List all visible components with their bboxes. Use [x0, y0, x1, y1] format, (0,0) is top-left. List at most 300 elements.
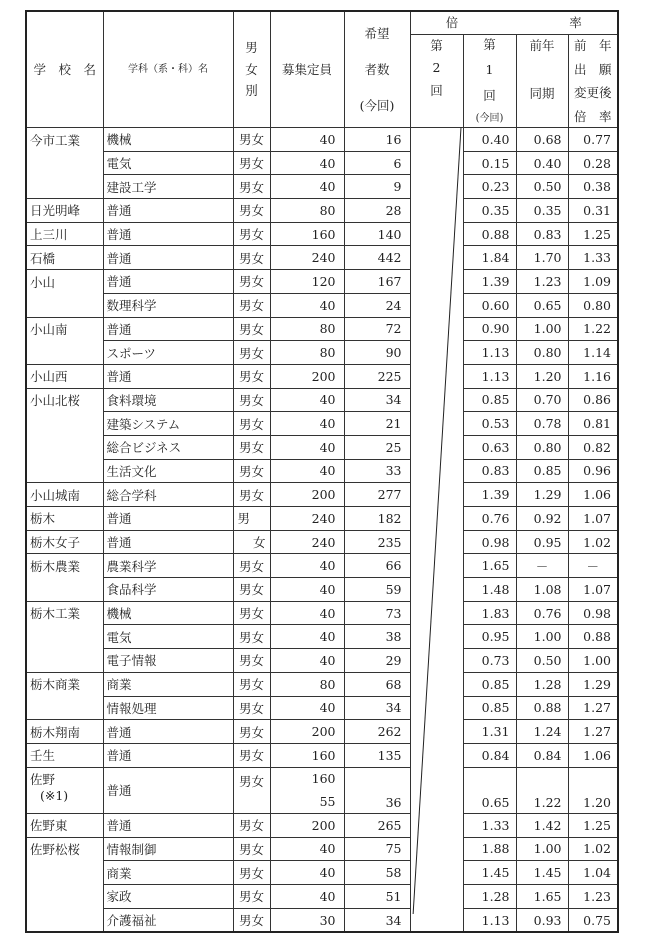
prev-changed-rate-cell: 1.04	[568, 861, 618, 885]
gender-cell: 男女	[233, 743, 270, 767]
table-row	[26, 743, 618, 767]
school-name-cell: 栃木	[26, 507, 103, 531]
round2-rate-cell	[410, 530, 463, 554]
round2-rate-cell	[410, 128, 463, 152]
applicants-cell: 167	[344, 270, 410, 294]
prev-year-rate-cell: 1.20	[516, 364, 568, 388]
department-cell: 普通	[103, 507, 233, 531]
prev-changed-rate-cell: 1.23	[568, 885, 618, 909]
department-cell: 普通	[103, 530, 233, 554]
gender-cell: 男女	[233, 246, 270, 270]
department-cell: 総合学科	[103, 483, 233, 507]
school-name-cell: 佐野松桜	[26, 837, 103, 861]
gender-cell: 男女	[233, 861, 270, 885]
round1-rate-cell: 0.65	[463, 767, 516, 813]
round2-rate-cell	[410, 246, 463, 270]
department-cell: 普通	[103, 767, 233, 813]
prev-changed-rate-cell: 1.06	[568, 483, 618, 507]
round1-rate-cell: 0.23	[463, 175, 516, 199]
prev-changed-rate-cell: 1.14	[568, 341, 618, 365]
gender-cell: 男女	[233, 151, 270, 175]
round2-rate-cell	[410, 767, 463, 813]
school-name-cell	[26, 341, 103, 365]
school-name-cell: 小山西	[26, 364, 103, 388]
prev-year-rate-cell: 1.65	[516, 885, 568, 909]
applicants-cell: 25	[344, 435, 410, 459]
prev-changed-rate-cell: 1.29	[568, 672, 618, 696]
capacity-cell: 40	[270, 696, 344, 720]
school-name-cell	[26, 459, 103, 483]
school-name-cell	[26, 625, 103, 649]
school-name-cell: 小山南	[26, 317, 103, 341]
capacity-cell: 200	[270, 720, 344, 744]
capacity-cell: 80	[270, 317, 344, 341]
prev-changed-rate-cell: 0.96	[568, 459, 618, 483]
round1-rate-cell: 0.15	[463, 151, 516, 175]
gender-cell: 男女	[233, 625, 270, 649]
round1-rate-cell: 1.13	[463, 908, 516, 932]
prev-year-rate-cell: 0.35	[516, 199, 568, 223]
department-cell: 普通	[103, 222, 233, 246]
round1-rate-cell: 0.90	[463, 317, 516, 341]
round1-rate-cell: 0.95	[463, 625, 516, 649]
table-row	[26, 696, 618, 720]
department-cell: 普通	[103, 317, 233, 341]
header-round2: 第 2 回	[410, 35, 463, 128]
capacity-cell: 200	[270, 813, 344, 837]
round2-rate-cell	[410, 625, 463, 649]
header-rate-group: 倍 率	[410, 11, 618, 35]
school-name-cell	[26, 175, 103, 199]
table-row	[26, 554, 618, 578]
applicants-cell: 33	[344, 459, 410, 483]
school-name-cell: 小山北桜	[26, 388, 103, 412]
department-cell: 普通	[103, 813, 233, 837]
department-cell: 普通	[103, 270, 233, 294]
round1-rate-cell: 0.60	[463, 293, 516, 317]
header-prev-year: 前年 同期	[516, 35, 568, 128]
applicants-cell: 90	[344, 341, 410, 365]
school-name-cell: 日光明峰	[26, 199, 103, 223]
prev-year-rate-cell: 0.92	[516, 507, 568, 531]
table-row	[26, 435, 618, 459]
capacity-cell: 80	[270, 672, 344, 696]
capacity-cell: 40	[270, 128, 344, 152]
capacity-cell: 40	[270, 459, 344, 483]
applicants-cell: 262	[344, 720, 410, 744]
school-name-cell	[26, 151, 103, 175]
school-name-cell: 今市工業	[26, 128, 103, 152]
table-row	[26, 813, 618, 837]
prev-year-rate-cell: 1.23	[516, 270, 568, 294]
table-row	[26, 483, 618, 507]
applicants-cell: 58	[344, 861, 410, 885]
round2-rate-cell	[410, 720, 463, 744]
round1-rate-cell: 0.76	[463, 507, 516, 531]
table-header	[26, 11, 618, 128]
round2-rate-cell	[410, 435, 463, 459]
round2-rate-cell	[410, 364, 463, 388]
table-row	[26, 837, 618, 861]
applicants-cell: 16	[344, 128, 410, 152]
round2-rate-cell	[410, 270, 463, 294]
prev-year-rate-cell: 1.00	[516, 317, 568, 341]
round2-rate-cell	[410, 483, 463, 507]
gender-cell: 男女	[233, 720, 270, 744]
applicants-cell: 34	[344, 696, 410, 720]
applicants-cell: 277	[344, 483, 410, 507]
prev-changed-rate-cell: 1.27	[568, 720, 618, 744]
gender-cell: 男女	[233, 554, 270, 578]
applicants-cell: 73	[344, 601, 410, 625]
round2-rate-cell	[410, 601, 463, 625]
capacity-cell: 40	[270, 175, 344, 199]
capacity-cell: 40	[270, 412, 344, 436]
prev-year-rate-cell: 0.88	[516, 696, 568, 720]
table-row	[26, 625, 618, 649]
round1-rate-cell: 0.85	[463, 696, 516, 720]
prev-changed-rate-cell: 0.75	[568, 908, 618, 932]
round2-rate-cell	[410, 885, 463, 909]
prev-year-rate-cell: 0.80	[516, 435, 568, 459]
gender-cell: 男女	[233, 388, 270, 412]
department-cell: 普通	[103, 199, 233, 223]
applicants-cell: 265	[344, 813, 410, 837]
prev-changed-rate-cell: 0.80	[568, 293, 618, 317]
capacity-cell: 40	[270, 625, 344, 649]
round1-rate-cell: 0.53	[463, 412, 516, 436]
capacity-cell: 240	[270, 530, 344, 554]
prev-year-rate-cell: 0.80	[516, 341, 568, 365]
applicants-cell: 6	[344, 151, 410, 175]
table-row	[26, 507, 618, 531]
prev-year-rate-cell: －	[516, 554, 568, 578]
department-cell: 電気	[103, 625, 233, 649]
prev-changed-rate-cell: 0.28	[568, 151, 618, 175]
gender-cell: 男女	[233, 813, 270, 837]
table-row	[26, 199, 618, 223]
capacity-cell: 30	[270, 908, 344, 932]
applicants-cell: 34	[344, 908, 410, 932]
prev-changed-rate-cell: 1.07	[568, 578, 618, 602]
capacity-cell: 40	[270, 601, 344, 625]
round2-rate-cell	[410, 743, 463, 767]
department-cell: 食品科学	[103, 578, 233, 602]
capacity-cell: 55	[270, 790, 344, 813]
round2-rate-cell	[410, 554, 463, 578]
school-name-cell: 栃木工業	[26, 601, 103, 625]
round1-rate-cell: 1.45	[463, 861, 516, 885]
applicants-cell: 34	[344, 388, 410, 412]
round2-rate-cell	[410, 649, 463, 673]
table-row	[26, 388, 618, 412]
capacity-cell: 40	[270, 837, 344, 861]
prev-changed-rate-cell: 0.77	[568, 128, 618, 152]
table-row	[26, 151, 618, 175]
table-row	[26, 293, 618, 317]
applicants-cell: 66	[344, 554, 410, 578]
applicants-cell: 235	[344, 530, 410, 554]
prev-changed-rate-cell: －	[568, 554, 618, 578]
department-cell: 数理科学	[103, 293, 233, 317]
round1-rate-cell: 0.85	[463, 388, 516, 412]
school-name-cell: 栃木商業	[26, 672, 103, 696]
prev-changed-rate-cell: 1.33	[568, 246, 618, 270]
applicants-cell: 59	[344, 578, 410, 602]
school-name-cell	[26, 908, 103, 932]
prev-changed-rate-cell: 1.06	[568, 743, 618, 767]
round1-rate-cell: 0.88	[463, 222, 516, 246]
gender-cell: 男女	[233, 483, 270, 507]
gender-cell: 男女	[233, 199, 270, 223]
prev-year-rate-cell: 0.50	[516, 649, 568, 673]
round2-rate-cell	[410, 837, 463, 861]
prev-changed-rate-cell: 1.02	[568, 837, 618, 861]
capacity-cell: 40	[270, 649, 344, 673]
header-school: 学 校 名	[26, 11, 103, 128]
round2-rate-cell	[410, 293, 463, 317]
table-row	[26, 128, 618, 152]
header-dept: 学科（系・科）名	[103, 11, 233, 128]
capacity-cell: 240	[270, 246, 344, 270]
capacity-cell: 40	[270, 293, 344, 317]
capacity-cell: 80	[270, 341, 344, 365]
prev-year-rate-cell: 1.00	[516, 837, 568, 861]
header-round1: 第 1 回 (今回)	[463, 35, 516, 128]
table-row	[26, 364, 618, 388]
table-row	[26, 317, 618, 341]
gender-cell: 男女	[233, 270, 270, 294]
gender-cell: 男女	[233, 317, 270, 341]
round1-rate-cell: 0.73	[463, 649, 516, 673]
school-name-cell: 石橋	[26, 246, 103, 270]
capacity-cell: 40	[270, 578, 344, 602]
department-cell: 電気	[103, 151, 233, 175]
table-row	[26, 175, 618, 199]
school-name: 佐野	[30, 771, 56, 787]
round2-rate-cell	[410, 175, 463, 199]
prev-changed-rate-cell: 0.98	[568, 601, 618, 625]
prev-year-rate-cell: 0.95	[516, 530, 568, 554]
round2-rate-cell	[410, 317, 463, 341]
gender-cell: 男女	[233, 908, 270, 932]
applicants-cell: 24	[344, 293, 410, 317]
header-prev-changed: 前 年 出 願 変更後 倍 率	[568, 35, 618, 128]
capacity-cell: 160	[270, 767, 344, 790]
prev-year-rate-cell: 1.70	[516, 246, 568, 270]
capacity-cell: 240	[270, 507, 344, 531]
gender-cell: 男女	[233, 364, 270, 388]
prev-changed-rate-cell: 0.81	[568, 412, 618, 436]
applicants-cell: 140	[344, 222, 410, 246]
gender-cell: 男女	[233, 649, 270, 673]
prev-changed-rate-cell: 1.20	[568, 767, 618, 813]
table-row	[26, 720, 618, 744]
school-name-cell	[26, 412, 103, 436]
table-row	[26, 246, 618, 270]
header-capacity: 募集定員	[270, 11, 344, 128]
school-name-cell	[26, 861, 103, 885]
school-name-cell	[26, 293, 103, 317]
round1-rate-cell: 1.88	[463, 837, 516, 861]
round2-rate-cell	[410, 813, 463, 837]
prev-changed-rate-cell: 0.31	[568, 199, 618, 223]
applicants-cell: 36	[344, 767, 410, 813]
round1-rate-cell: 1.31	[463, 720, 516, 744]
round1-rate-cell: 1.65	[463, 554, 516, 578]
capacity-cell: 40	[270, 861, 344, 885]
round2-rate-cell	[410, 199, 463, 223]
round1-rate-cell: 1.48	[463, 578, 516, 602]
gender-cell: 男	[233, 507, 270, 531]
applicants-cell: 28	[344, 199, 410, 223]
department-cell: 介護福祉	[103, 908, 233, 932]
prev-year-rate-cell: 1.28	[516, 672, 568, 696]
round1-rate-cell: 1.39	[463, 270, 516, 294]
prev-changed-rate-cell: 1.27	[568, 696, 618, 720]
round1-rate-cell: 0.84	[463, 743, 516, 767]
gender-cell: 男女	[233, 293, 270, 317]
round2-rate-cell	[410, 507, 463, 531]
table-row	[26, 601, 618, 625]
prev-year-rate-cell: 0.76	[516, 601, 568, 625]
round1-rate-cell: 1.13	[463, 364, 516, 388]
prev-year-rate-cell: 1.29	[516, 483, 568, 507]
applicants-cell: 9	[344, 175, 410, 199]
applicant-ratio-table	[25, 10, 619, 933]
applicants-cell: 51	[344, 885, 410, 909]
round2-rate-cell	[410, 672, 463, 696]
school-name-cell: 栃木農業	[26, 554, 103, 578]
prev-year-rate-cell: 1.00	[516, 625, 568, 649]
prev-year-rate-cell: 1.08	[516, 578, 568, 602]
applicants-cell: 21	[344, 412, 410, 436]
department-cell: 機械	[103, 128, 233, 152]
prev-year-rate-cell: 0.85	[516, 459, 568, 483]
school-name-cell: 栃木女子	[26, 530, 103, 554]
table-row	[26, 767, 618, 790]
round1-rate-cell: 1.39	[463, 483, 516, 507]
prev-year-rate-cell: 0.83	[516, 222, 568, 246]
round1-rate-cell: 1.83	[463, 601, 516, 625]
prev-changed-rate-cell: 1.25	[568, 813, 618, 837]
gender-cell: 男女	[233, 672, 270, 696]
table-row	[26, 908, 618, 932]
school-name-cell	[26, 696, 103, 720]
prev-year-rate-cell: 0.40	[516, 151, 568, 175]
table-row	[26, 222, 618, 246]
gender-cell: 男女	[233, 885, 270, 909]
school-name-cell	[26, 885, 103, 909]
round2-rate-cell	[410, 222, 463, 246]
school-name-cell: 栃木翔南	[26, 720, 103, 744]
table-row	[26, 270, 618, 294]
prev-changed-rate-cell: 0.38	[568, 175, 618, 199]
prev-changed-rate-cell: 0.88	[568, 625, 618, 649]
applicants-cell: 225	[344, 364, 410, 388]
round2-rate-cell	[410, 151, 463, 175]
round2-rate-cell	[410, 861, 463, 885]
department-cell: 生活文化	[103, 459, 233, 483]
department-cell: 総合ビジネス	[103, 435, 233, 459]
gender-cell: 男女	[233, 128, 270, 152]
prev-year-rate-cell: 1.45	[516, 861, 568, 885]
applicants-cell: 68	[344, 672, 410, 696]
prev-changed-rate-cell: 0.86	[568, 388, 618, 412]
gender-cell: 男女	[233, 175, 270, 199]
school-name-cell: 上三川	[26, 222, 103, 246]
department-cell: スポーツ	[103, 341, 233, 365]
round1-rate-cell: 0.83	[463, 459, 516, 483]
capacity-cell: 120	[270, 270, 344, 294]
round1-rate-cell: 0.85	[463, 672, 516, 696]
gender-cell: 男女	[233, 459, 270, 483]
round1-rate-cell: 0.40	[463, 128, 516, 152]
applicants-cell: 29	[344, 649, 410, 673]
prev-year-rate-cell: 0.70	[516, 388, 568, 412]
department-cell: 建築システム	[103, 412, 233, 436]
applicants-cell: 182	[344, 507, 410, 531]
applicants-cell: 38	[344, 625, 410, 649]
capacity-cell: 40	[270, 554, 344, 578]
school-name-cell	[26, 435, 103, 459]
header-gender: 男 女 別	[233, 11, 270, 128]
prev-year-rate-cell: 0.65	[516, 293, 568, 317]
capacity-cell: 40	[270, 388, 344, 412]
applicants-cell: 442	[344, 246, 410, 270]
gender-cell: 男女	[233, 341, 270, 365]
round1-rate-cell: 1.84	[463, 246, 516, 270]
prev-year-rate-cell: 0.50	[516, 175, 568, 199]
gender-cell: 男女	[233, 767, 270, 813]
department-cell: 農業科学	[103, 554, 233, 578]
department-cell: 機械	[103, 601, 233, 625]
applicants-cell: 135	[344, 743, 410, 767]
capacity-cell: 80	[270, 199, 344, 223]
capacity-cell: 160	[270, 222, 344, 246]
school-name-cell	[26, 578, 103, 602]
round2-rate-cell	[410, 459, 463, 483]
prev-changed-rate-cell: 1.09	[568, 270, 618, 294]
applicants-cell: 72	[344, 317, 410, 341]
round1-rate-cell: 1.28	[463, 885, 516, 909]
capacity-cell: 160	[270, 743, 344, 767]
header-applicants: 希望 者数 (今回)	[344, 11, 410, 128]
capacity-cell: 40	[270, 435, 344, 459]
round1-rate-cell: 0.35	[463, 199, 516, 223]
department-cell: 普通	[103, 246, 233, 270]
applicants-cell: 75	[344, 837, 410, 861]
prev-year-rate-cell: 0.84	[516, 743, 568, 767]
table-row	[26, 649, 618, 673]
prev-year-rate-cell: 0.93	[516, 908, 568, 932]
capacity-cell: 200	[270, 364, 344, 388]
table-row	[26, 341, 618, 365]
table-row	[26, 412, 618, 436]
capacity-cell: 40	[270, 885, 344, 909]
prev-year-rate-cell: 1.24	[516, 720, 568, 744]
department-cell: 情報制御	[103, 837, 233, 861]
round1-rate-cell: 1.33	[463, 813, 516, 837]
gender-cell: 女	[233, 530, 270, 554]
gender-cell: 男女	[233, 578, 270, 602]
round2-rate-cell	[410, 412, 463, 436]
round1-rate-cell: 0.63	[463, 435, 516, 459]
department-cell: 普通	[103, 364, 233, 388]
gender-cell: 男女	[233, 837, 270, 861]
department-cell: 食料環境	[103, 388, 233, 412]
table-row	[26, 530, 618, 554]
